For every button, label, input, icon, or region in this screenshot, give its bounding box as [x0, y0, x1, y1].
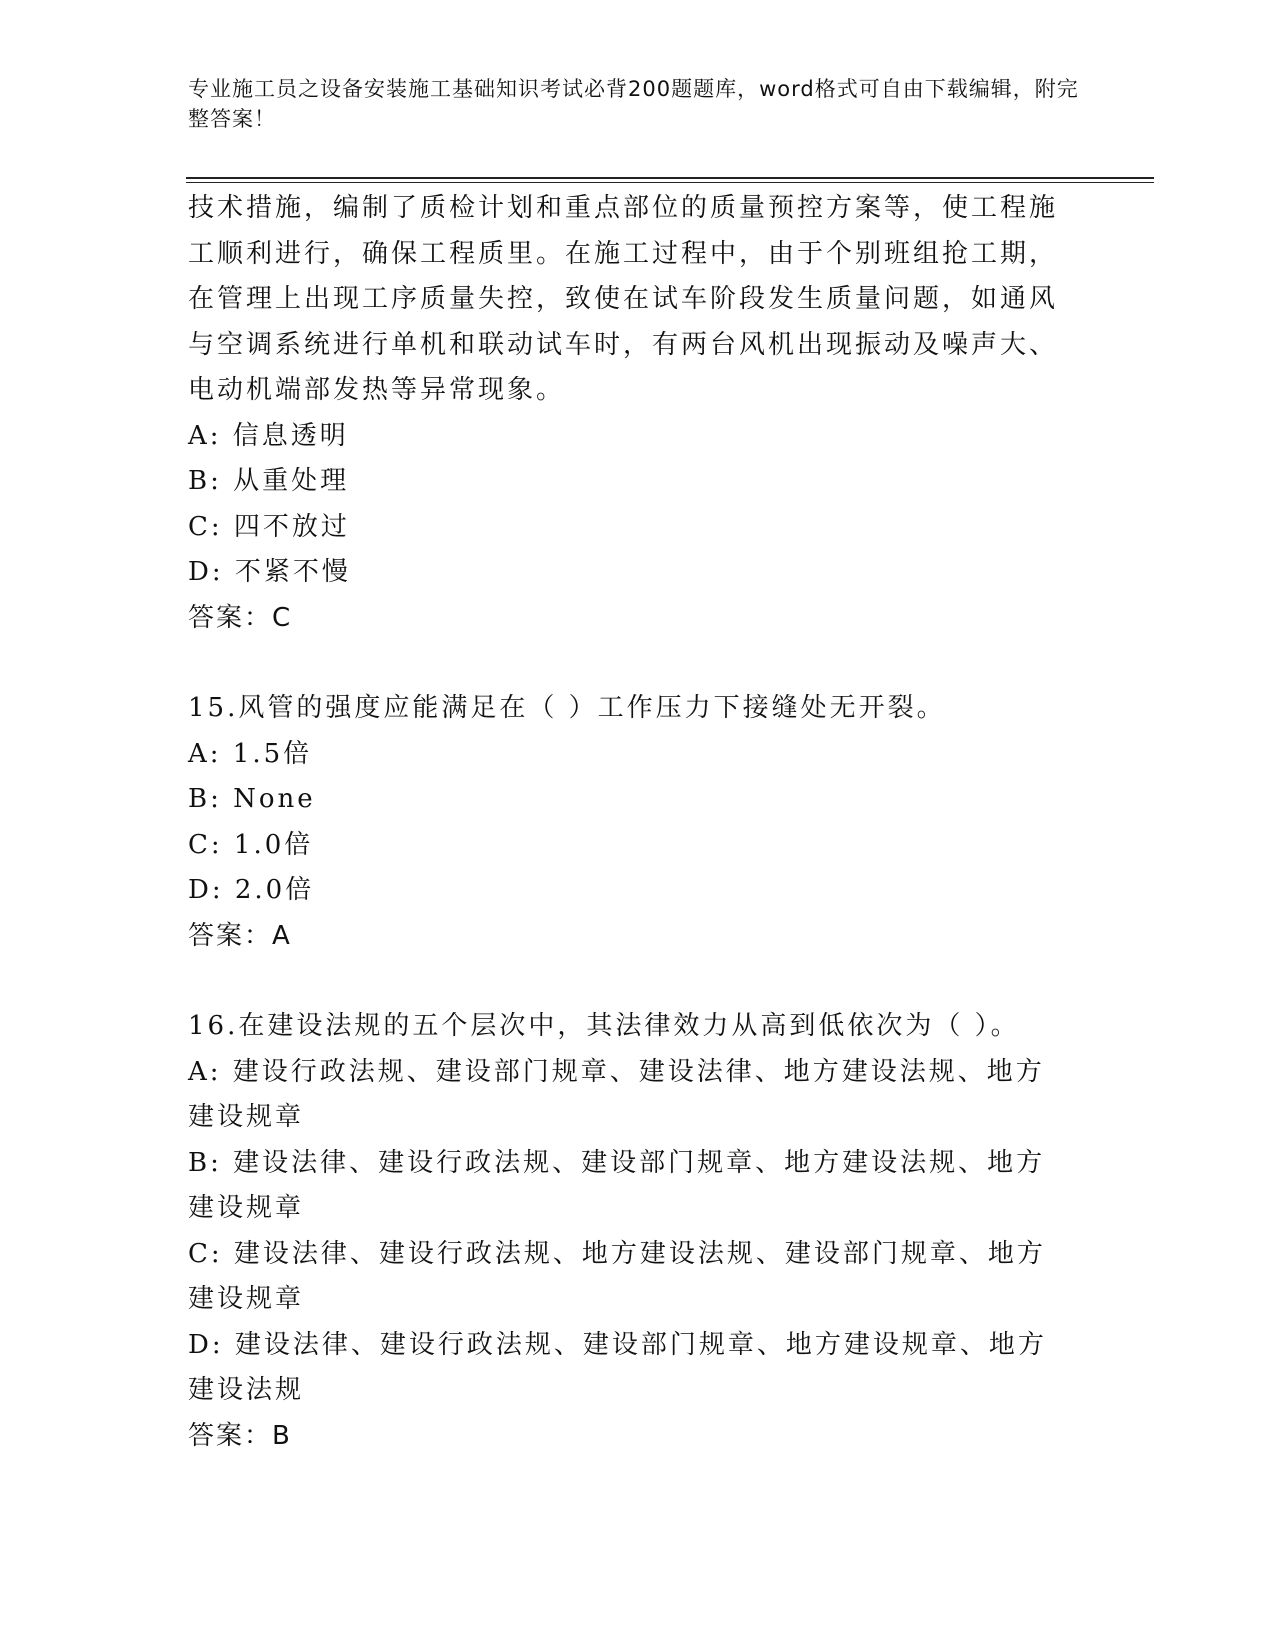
question-14-option-d: D: 不紧不慢: [188, 557, 351, 587]
question-15-option-d: D: 2.0倍: [188, 875, 315, 905]
question-16-option-b: B: 建设法律、建设行政法规、建设部门规章、地方建设法规、地方建设规章: [188, 1147, 1046, 1223]
spacer: [188, 959, 1068, 1004]
question-14-option-a: A: 信息透明: [188, 420, 349, 451]
question-15-option-c: C: 1.0倍: [188, 829, 314, 860]
header-divider-thin: [186, 182, 1154, 183]
question-15: [188, 686, 1068, 959]
document-body: [188, 186, 1068, 1459]
question-14-answer: 答案：C: [188, 602, 293, 633]
question-14: [188, 186, 1068, 641]
question-16-answer: 答案：B: [188, 1420, 292, 1451]
question-16-stem: 16.在建设法规的五个层次中，其法律效力从高到低依次为（ ）。: [188, 1011, 1020, 1041]
question-14-stem: 技术措施，编制了质检计划和重点部位的质量预控方案等，使工程施工顺利进行，确保工程质里。在施工过程中，由于个别班组抢工期，在管理上出现工序质量失控，致使在试车阶段发生质量问题，如通风与空调系统进行单机和联动试车时，有两台风机出现振动及噪声大、电动机端部发热等异常现象。: [188, 193, 1059, 405]
question-15-answer: 答案：A: [188, 920, 292, 951]
question-14-option-b: B: 从重处理: [188, 466, 350, 496]
spacer: [188, 641, 1068, 686]
question-15-option-b: B: None: [188, 784, 316, 814]
document-header: 专业施工员之设备安装施工基础知识考试必背200题题库，word格式可自由下载编辑，附完整答案！: [188, 77, 1079, 131]
question-16-option-a: A: 建设行政法规、建设部门规章、建设法律、地方建设法规、地方建设规章: [188, 1056, 1045, 1132]
header-divider-thick: [186, 177, 1154, 179]
question-16-option-c: C: 建设法律、建设行政法规、地方建设法规、建设部门规章、地方建设规章: [188, 1238, 1046, 1314]
question-16-option-d: D: 建设法律、建设行政法规、建设部门规章、地方建设规章、地方建设法规: [188, 1329, 1047, 1405]
question-15-option-a: A: 1.5倍: [188, 738, 313, 769]
question-16: [188, 1004, 1068, 1459]
question-14-option-c: C: 四不放过: [188, 511, 350, 542]
question-15-stem: 15.风管的强度应能满足在（ ）工作压力下接缝处无开裂。: [188, 693, 946, 723]
